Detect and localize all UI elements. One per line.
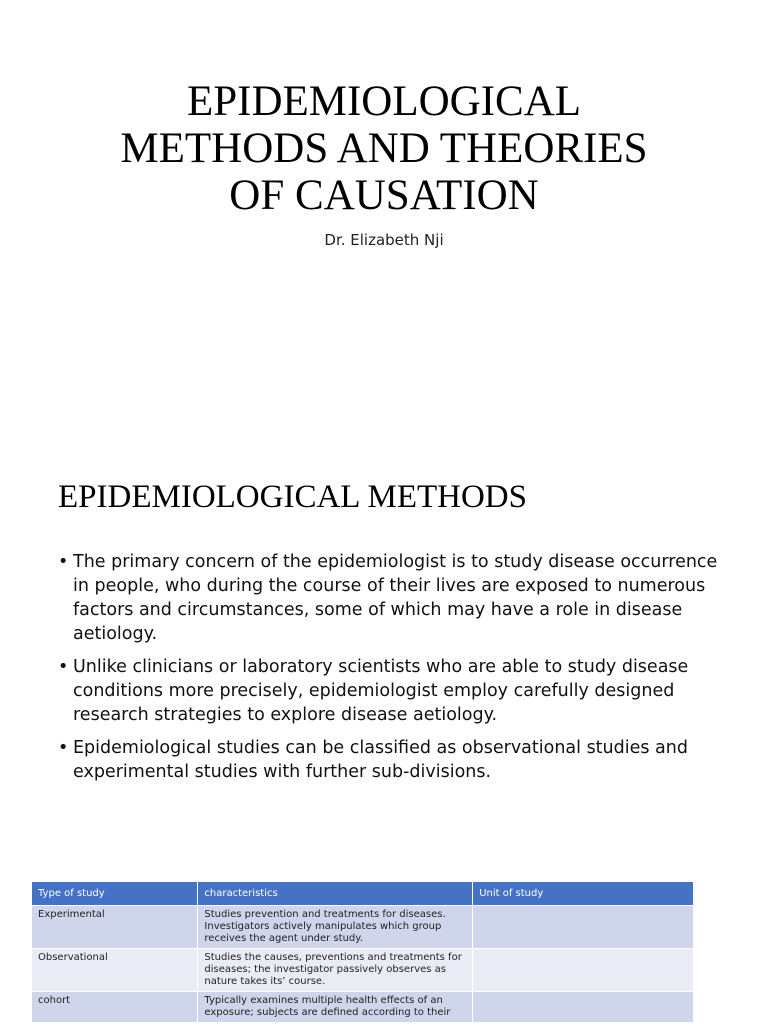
column-header: Type of study — [32, 882, 198, 906]
column-header: characteristics — [198, 882, 473, 906]
table-cell — [473, 992, 694, 1023]
table-cell: Typically examines multiple health effects of an exposure; subjects are defined according to their — [198, 992, 473, 1023]
bullet-text: Epidemiological studies can be classified as observational studies and experimental studies with further sub-divisions. — [73, 738, 688, 782]
title-slide — [0, 0, 768, 430]
bullet-text: The primary concern of the epidemiologist is to study disease occurrence in people, who during the course of their lives are exposed to numerous factors and circumstances, some of which may have a role in disease aetiology. — [73, 552, 718, 644]
column-header: Unit of study — [473, 882, 694, 906]
title-line: OF CAUSATION — [229, 172, 539, 219]
presentation-title — [60, 78, 708, 219]
bullet-icon: • — [58, 738, 69, 758]
table-cell: cohort — [32, 992, 198, 1023]
study-types-slide — [0, 862, 768, 1024]
study-types-table — [32, 882, 694, 1022]
bullet-icon: • — [58, 657, 69, 677]
bullet-icon: • — [58, 552, 69, 572]
table-cell — [473, 949, 694, 992]
author-subtitle: Dr. Elizabeth Nji — [324, 231, 444, 249]
table-row — [32, 992, 694, 1023]
slide-heading: EPIDEMIOLOGICAL METHODS — [58, 479, 527, 515]
bullet-text: Unlike clinicians or laboratory scientists who are able to study disease conditions more precisely, epidemiologist employ carefully designed research strategies to explore disease aetiology. — [73, 657, 689, 725]
table-row — [32, 949, 694, 992]
bullet-item — [58, 655, 718, 727]
table-cell: Studies the causes, preventions and treatments for diseases; the investigator passively observes as nature takes its’ course. — [198, 949, 473, 992]
table-cell: Experimental — [32, 906, 198, 949]
table-cell — [473, 906, 694, 949]
title-line: EPIDEMIOLOGICAL — [186, 78, 582, 125]
bullet-item — [58, 550, 718, 646]
table-row — [32, 906, 694, 949]
title-line: METHODS AND THEORIES — [120, 125, 648, 172]
table-header-row — [32, 882, 694, 906]
bullet-list — [58, 550, 718, 793]
methods-slide — [0, 440, 768, 860]
bullet-item — [58, 736, 718, 784]
table-cell: Studies prevention and treatments for diseases. Investigators actively manipulates which group receives the agent under study. — [198, 906, 473, 949]
table-cell: Observational — [32, 949, 198, 992]
